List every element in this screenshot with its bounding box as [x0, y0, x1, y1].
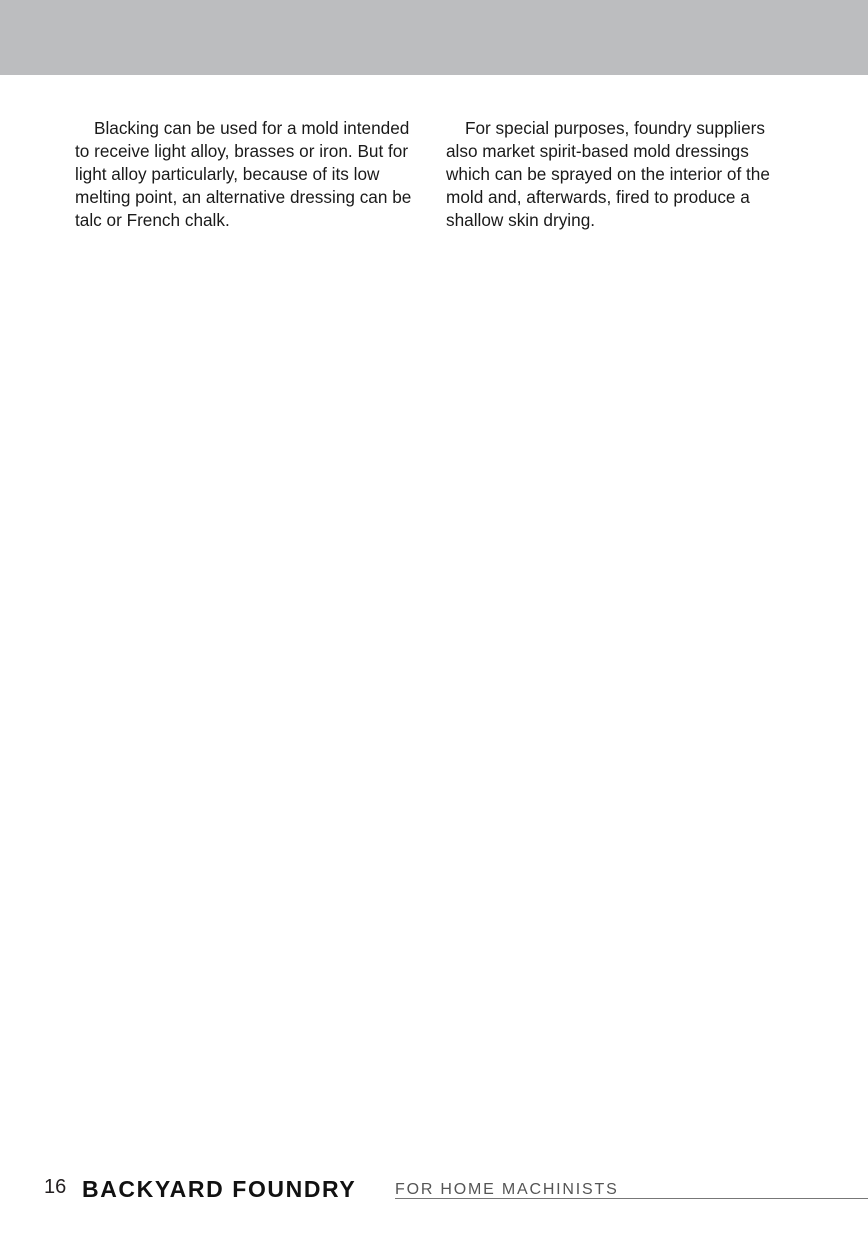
text-column-left [75, 117, 425, 232]
page-footer [0, 1170, 868, 1210]
book-title: BACKYARD FOUNDRY [82, 1176, 357, 1202]
page-number: 16 [44, 1176, 67, 1198]
book-subtitle: FOR HOME MACHINISTS [395, 1181, 619, 1198]
paragraph-spirit-dressings: For special purposes, foundry suppliers also market spirit-based mold dressings which can be sprayed on the interior of the mold and, afterwards, fired to produce a shallow skin drying. [446, 118, 770, 230]
header-band [0, 0, 868, 75]
footer-rule [395, 1198, 868, 1199]
paragraph-blacking: Blacking can be used for a mold intended to receive light alloy, brasses or iron. But for light alloy particularly, because of its low melting point, an alternative dressing can be talc or French chalk. [75, 118, 412, 230]
text-column-right [446, 117, 796, 232]
